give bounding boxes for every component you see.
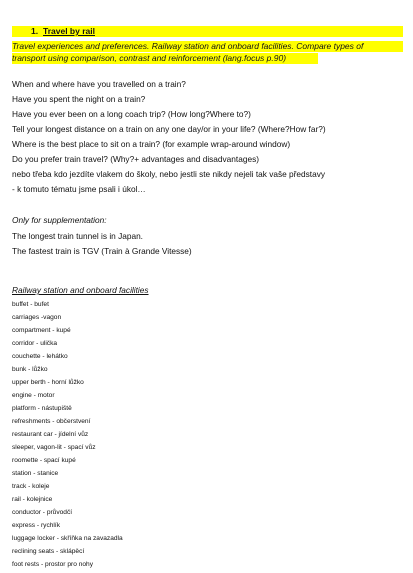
note-line-2: - k tomuto tématu jsme psali i úkol… (12, 184, 146, 194)
intro-line-2: transport using comparison, contrast and reinforcement (lang.focus p.90) (12, 53, 318, 64)
vocab-item: engine - motor (12, 392, 55, 399)
question-6: Do you prefer train travel? (Why?+ advantages and disadvantages) (12, 154, 259, 164)
vocab-item: upper berth - horní lůžko (12, 379, 84, 386)
heading-title: Travel by rail (43, 26, 95, 36)
vocab-item: carriages -vagon (12, 314, 62, 321)
question-1: When and where have you travelled on a train? (12, 79, 186, 89)
note-line-1: nebo třeba kdo jezdíte vlakem do školy, nebo jestli ste nikdy nejeli tak vaše představy (12, 169, 325, 179)
vocab-item: restaurant car - jídelní vůz (12, 431, 89, 438)
heading-bar (12, 26, 403, 37)
vocab-item: roomette - spací kupé (12, 457, 76, 464)
vocab-item: rail - kolejnice (12, 496, 53, 503)
supplement-label: Only for supplementation: (12, 215, 107, 225)
vocab-item: buffet - bufet (12, 301, 49, 308)
vocab-item: refreshments - občerstvení (12, 418, 91, 425)
question-2: Have you spent the night on a train? (12, 94, 146, 104)
vocab-item: bunk - lůžko (12, 366, 48, 373)
vocab-item: sleeper, vagon-lit - spací vůz (12, 444, 96, 451)
supplement-line-1: The longest train tunnel is in Japan. (12, 231, 143, 241)
question-4: Tell your longest distance on a train on any one day/or in your life? (Where?How far?) (12, 124, 326, 134)
vocab-item: corridor - ulička (12, 340, 58, 347)
vocab-item: conductor - průvodčí (12, 509, 73, 516)
intro-line-1: Travel experiences and preferences. Railway station and onboard facilities. Compare types of (12, 41, 403, 52)
vocab-item: track - koleje (12, 483, 50, 490)
vocabulary-title: Railway station and onboard facilities (12, 285, 149, 295)
vocab-item: reclining seats - sklápěcí (12, 548, 85, 555)
vocab-item: express - rychlík (12, 522, 60, 529)
vocab-item: luggage locker - skříňka na zavazadla (12, 535, 123, 542)
vocab-item: platform - nástupiště (12, 405, 72, 412)
vocab-item: foot rests - prostor pro nohy (12, 561, 93, 568)
question-3: Have you ever been on a long coach trip? (How long?Where to?) (12, 109, 251, 119)
question-5: Where is the best place to sit on a train? (for example wrap-around window) (12, 139, 291, 149)
supplement-line-2: The fastest train is TGV (Train à Grande Vitesse) (12, 246, 192, 256)
vocab-item: couchette - lehátko (12, 353, 68, 360)
vocab-item: station - stanice (12, 470, 59, 477)
vocab-item: compartment - kupé (12, 327, 71, 334)
heading-number: 1. (31, 26, 39, 36)
